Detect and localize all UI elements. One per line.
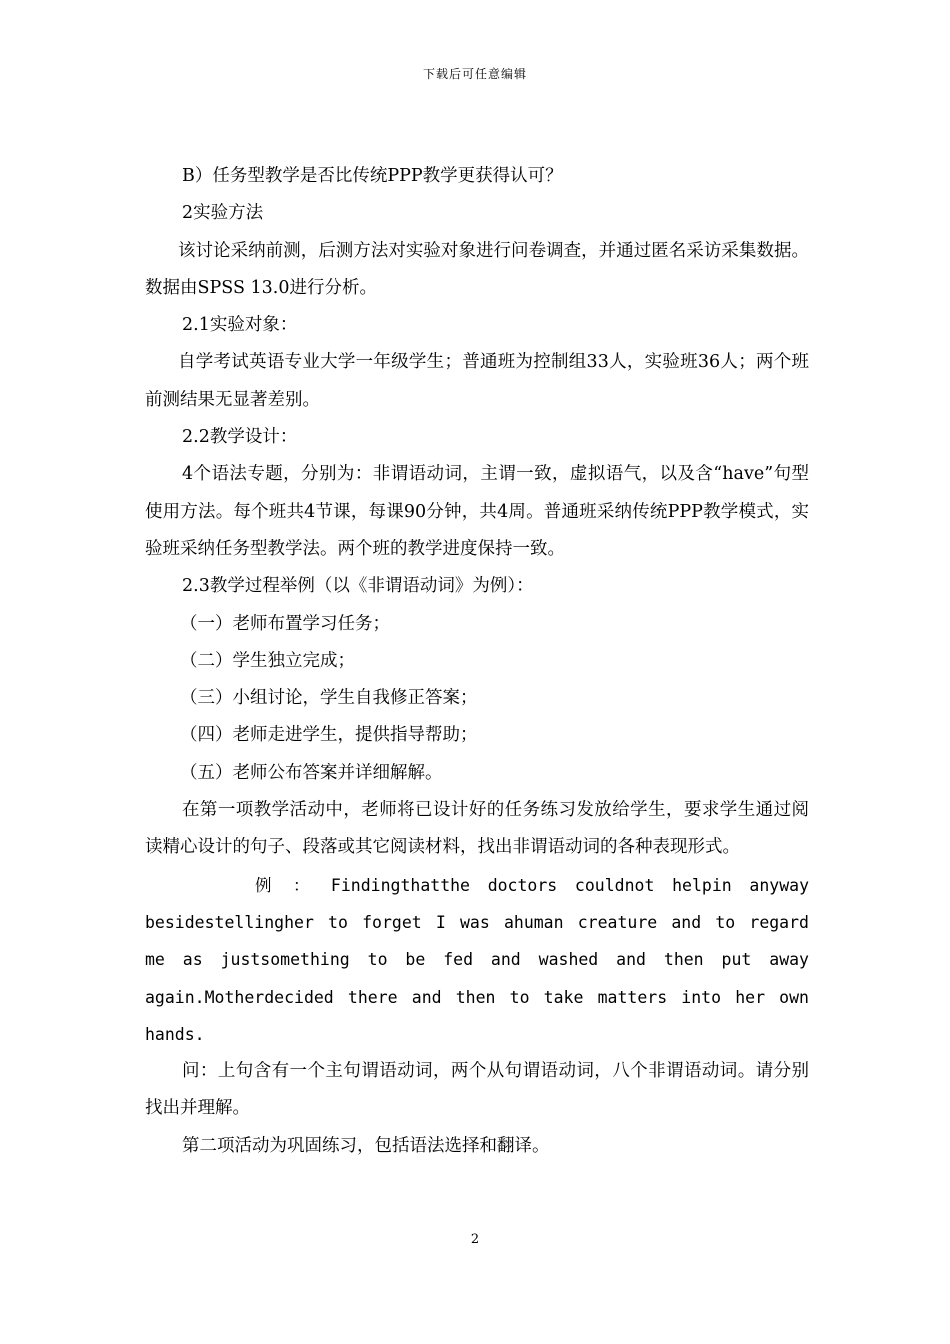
paragraph-example-sentence: 例 ： Findingthatthe doctors couldnot helpin anyway besidestellingher to forget I was ahuman creature and to regard me as justsomething to be fed and washed and then put away again.Motherdecided there and then to take matters into her own hands. [145,875,809,1044]
paragraph-first-activity: 在第一项教学活动中，老师将已设计好的任务练习发放给学生，要求学生通过阅读精心设计的句子、段落或其它阅读材料，找出非谓语动词的各种表现形式。 [145,800,809,858]
section-heading-design: 2.2教学设计： [182,427,298,448]
list-item-step-3: （三）小组讨论，学生自我修正答案； [180,688,478,709]
section-heading-subjects: 2.1实验对象： [182,315,298,336]
list-item-step-2: （二）学生独立完成； [180,650,355,671]
list-item-step-5: （五）老师公布答案并详细解解。 [180,762,443,783]
paragraph-subjects: 自学考试英语专业大学一年级学生；普通班为控制组33人，实验班36人；两个班前测结果无显著差别。 [145,352,809,410]
page-header: 下载后可任意编辑 [422,67,527,81]
section-heading-method: 2实验方法 [182,203,264,224]
paragraph-example-question: 问：上句含有一个主句谓语动词，两个从句谓语动词，八个非谓语动词。请分别找出并理解。 [145,1061,809,1119]
list-item-step-4: （四）老师走进学生，提供指导帮助； [180,725,478,746]
paragraph-design: 4个语法专题，分别为：非谓语动词，主谓一致，虚拟语气，以及含“have”句型使用方法。每个班共4节课，每课90分钟，共4周。普通班采纳传统PPP教学模式，实验班采纳任务型教学法。两个班的教学进度保持一致。 [145,464,809,559]
section-heading-process: 2.3教学过程举例（以《非谓语动词》为例）： [182,576,534,597]
list-item-step-1: （一）老师布置学习任务； [180,613,390,634]
paragraph-method-description: 该讨论采纳前测，后测方法对实验对象进行问卷调查，并通过匿名采访采集数据。数据由SPSS 13.0进行分析。 [145,240,809,298]
document-body [145,158,809,1165]
paragraph-second-activity: 第二项活动为巩固练习，包括语法选择和翻译。 [182,1135,550,1156]
page-number: 2 [470,1232,480,1247]
paragraph-question-b: B）任务型教学是否比传统PPP教学更获得认可？ [182,166,563,186]
